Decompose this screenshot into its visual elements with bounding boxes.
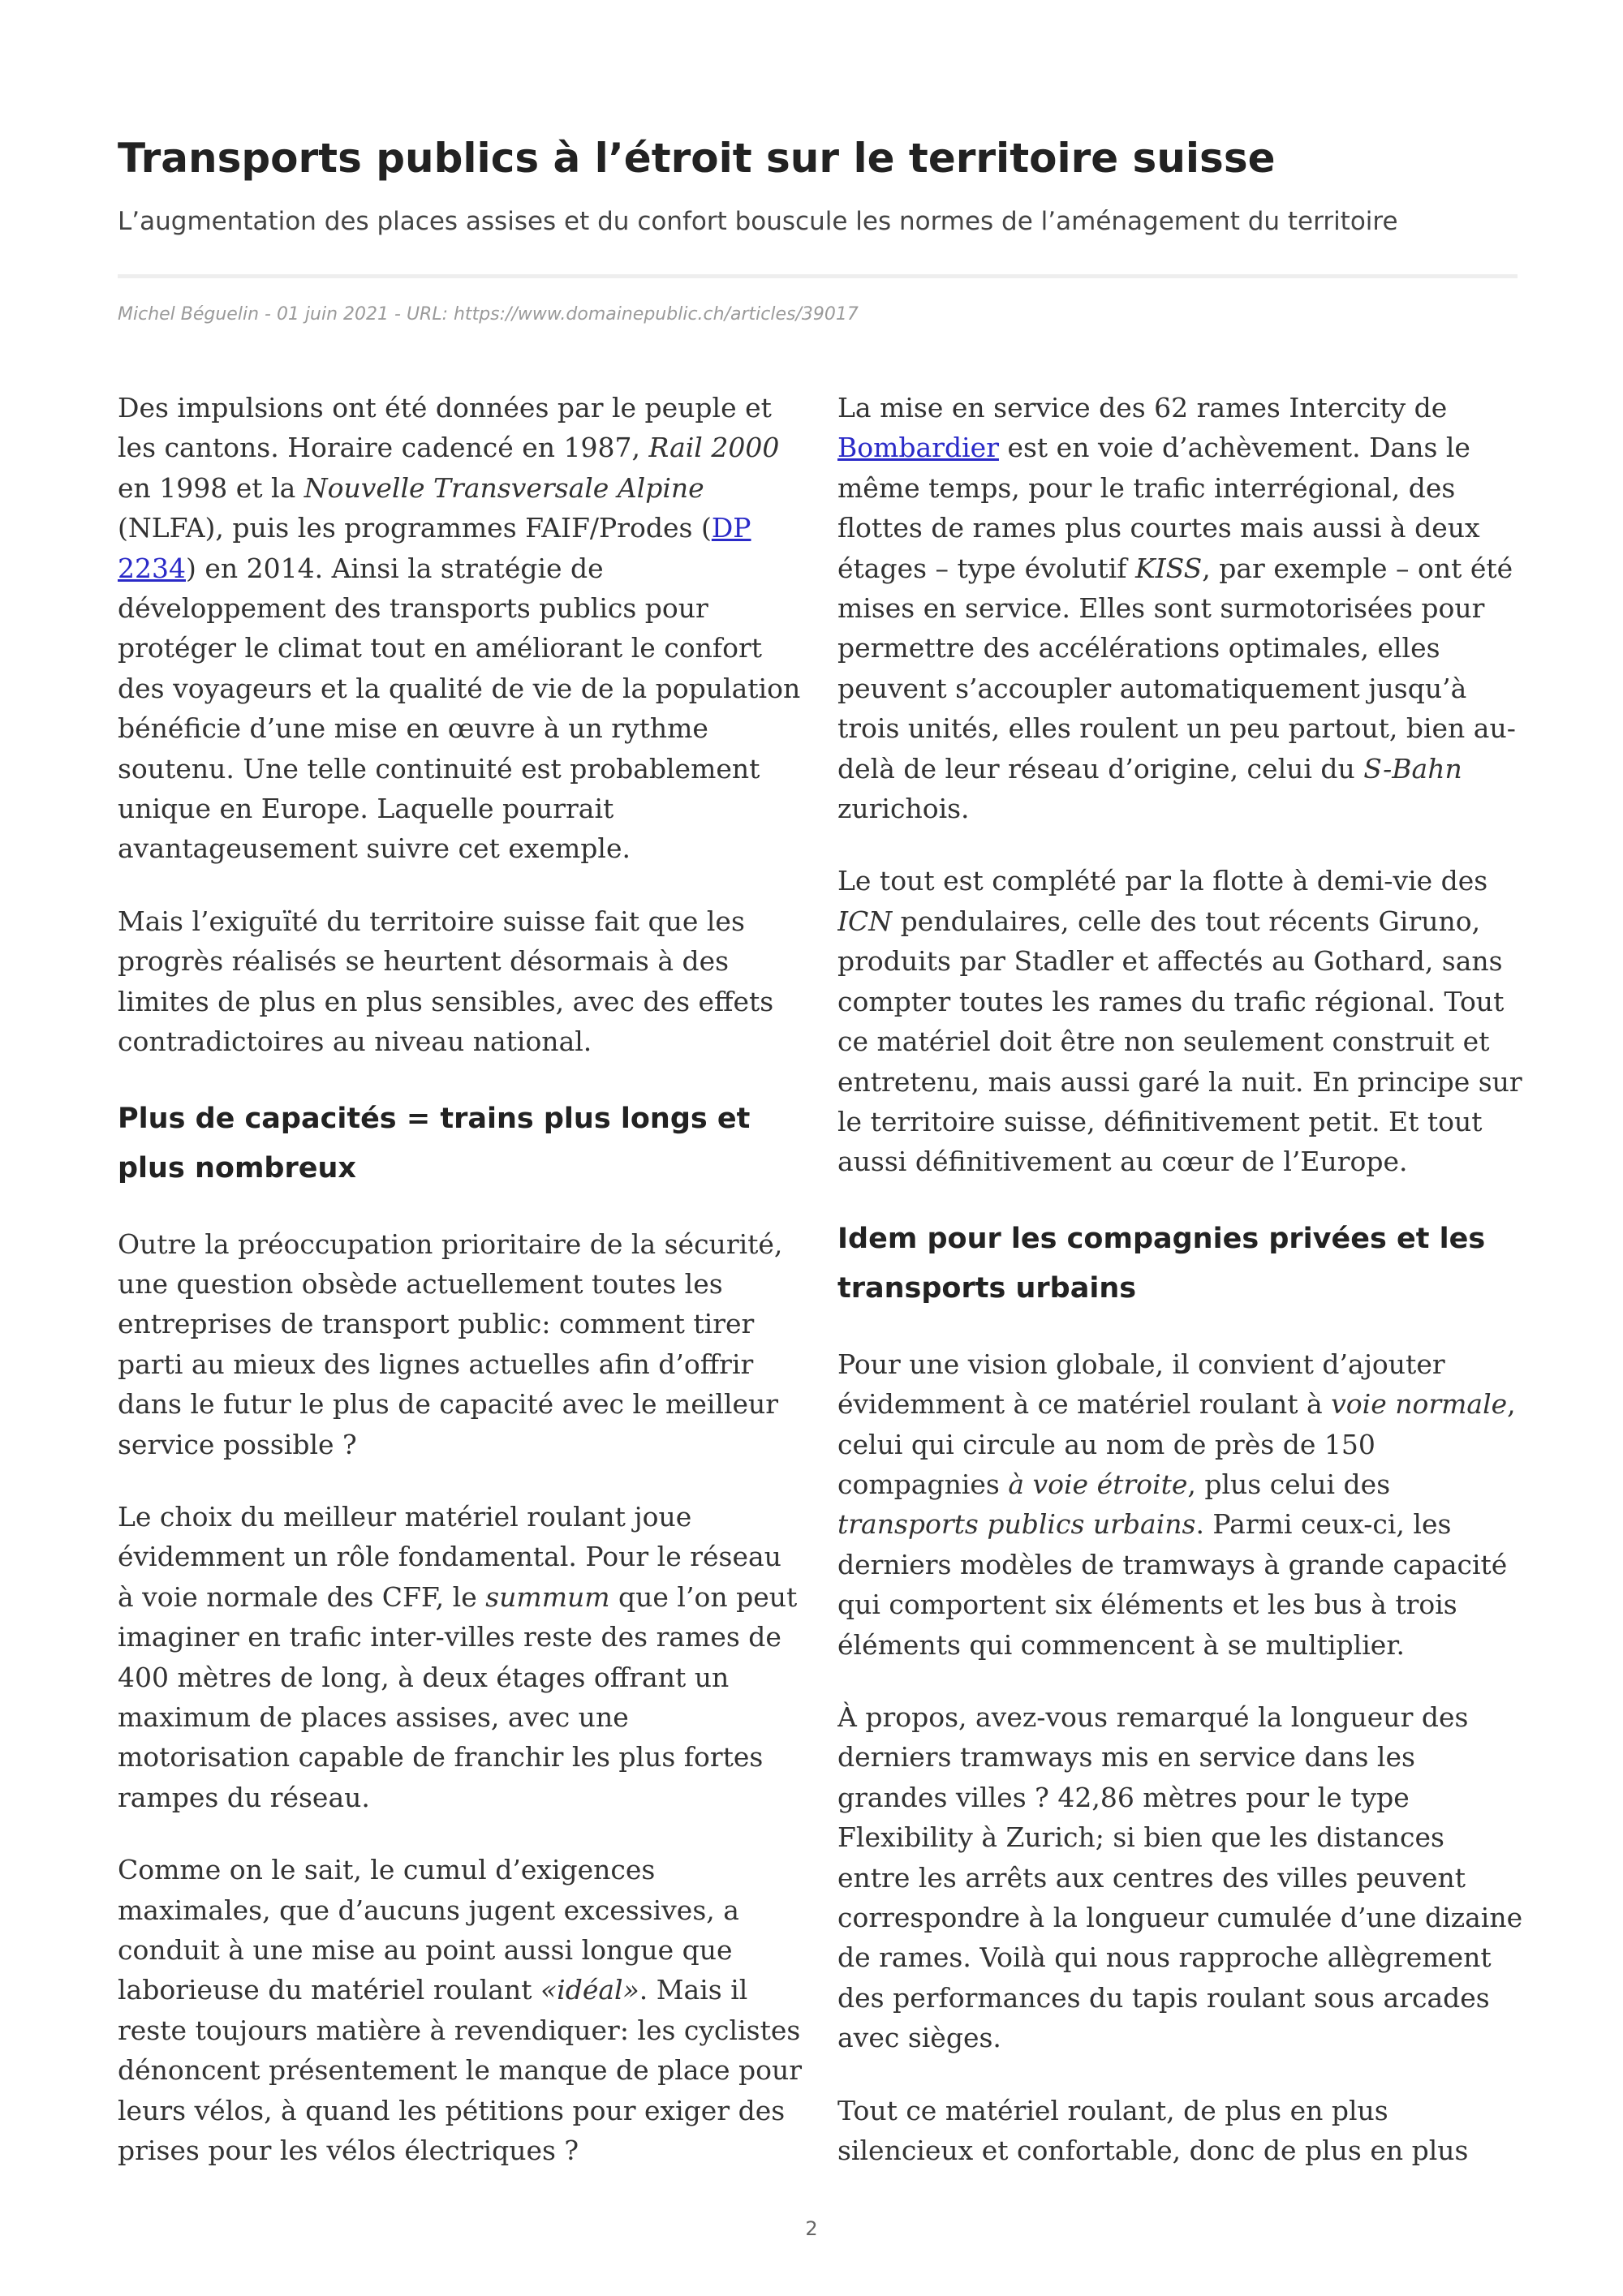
right-column xyxy=(837,388,1523,2189)
article-title: Transports publics à l’étroit sur le territoire suisse xyxy=(118,135,1276,182)
article-subtitle: L’augmentation des places assises et du confort bouscule les normes de l’aménagement du territoire xyxy=(118,207,1398,236)
article-meta: Michel Béguelin - 01 juin 2021 - URL: https://www.domainepublic.ch/articles/39017 xyxy=(118,304,859,325)
bombardier-link[interactable]: Bombardier xyxy=(837,432,999,464)
paragraph: Des impulsions ont été données par le peuple et les cantons. Horaire cadencé en 1987, Rail 2000 en 1998 et la Nouvelle Transversale Alpine (NLFA), puis les programmes FAIF/Prodes (DP 2234) en 2014. Ainsi la stratégie de développement des transports publics pour protéger le climat tout en améliorant le confort des voyageurs et la qualité de vie de la population bénéficie d’une mise en œuvre à un rythme soutenu. Une telle continuité est probablement unique en Europe. Laquelle pourrait avantageusement suivre cet exemple. xyxy=(118,392,801,865)
paragraph: La mise en service des 62 rames Intercity de Bombardier est en voie d’achèvement. Dans le même temps, pour le trafic interrégional, des flottes de rames plus courtes mais aussi à deux étages – type évolutif KISS, par exemple – ont été mises en service. Elles sont surmotorisées pour permettre des accélérations optimales, elles peuvent s’accoupler automatiquement jusqu’à trois unités, elles roulent un peu partout, bien au-delà de leur réseau d’origine, celui du S-Bahn zurichois. xyxy=(837,392,1516,825)
paragraph: Comme on le sait, le cumul d’exigences maximales, que d’aucuns jugent excessives, a conduit à une mise au point aussi longue que laborieuse du matériel roulant «idéal». Mais il reste toujours matière à revendiquer: les cyclistes dénoncent présentement le manque de place pour leurs vélos, à quand les pétitions pour exiger des prises pour les vélos électriques ? xyxy=(118,1854,803,2167)
paragraph: Mais l’exiguïté du territoire suisse fait que les progrès réalisés se heurtent désormais à des limites de plus en plus sensibles, avec des effets contradictoires au niveau national. xyxy=(118,905,774,1058)
paragraph: Le choix du meilleur matériel roulant joue évidemment un rôle fondamental. Pour le réseau à voie normale des CFF, le summum que l’on peut imaginer en trafic inter-villes reste des rames de 400 mètres de long, à deux étages offrant un maximum de places assises, avec une motorisation capable de franchir les plus fortes rampes du réseau. xyxy=(118,1500,798,1813)
left-column xyxy=(118,388,803,2189)
paragraph: À propos, avez-vous remarqué la longueur des derniers tramways mis en service dans les grandes villes ? 42,86 mètres pour le type Flexibility à Zurich; si bien que les distances entre les arrêts aux centres des villes peuvent correspondre à la longueur cumulée d’une dizaine de rames. Voilà qui nous rapproche allègrement des performances du tapis roulant sous arcades avec sièges. xyxy=(837,1701,1523,2054)
section-heading: Idem pour les compagnies privées et les transports urbains xyxy=(837,1222,1486,1305)
paragraph: Tout ce matériel roulant, de plus en plus silencieux et confortable, donc de plus en plus xyxy=(837,2094,1469,2167)
dp-2234-link[interactable]: DP 2234 xyxy=(118,512,751,584)
paragraph: Outre la préoccupation prioritaire de la sécurité, une question obsède actuellement toutes les entreprises de transport public: comment tirer parti au mieux des lignes actuelles afin d’offrir dans le futur le plus de capacité avec le meilleur service possible ? xyxy=(118,1228,783,1460)
paragraph: Pour une vision globale, il convient d’ajouter évidemment à ce matériel roulant à voie normale, celui qui circule au nom de près de 150 compagnies à voie étroite, plus celui des transports publics urbains. Parmi ceux-ci, les derniers modèles de tramways à grande capacité qui comportent six éléments et les bus à trois éléments qui commencent à se multiplier. xyxy=(837,1348,1516,1661)
header-divider xyxy=(118,274,1518,278)
page-number: 2 xyxy=(805,2217,818,2240)
section-heading: Plus de capacités = trains plus longs et plus nombreux xyxy=(118,1102,751,1185)
paragraph: Le tout est complété par la flotte à demi-vie des ICN pendulaires, celle des tout récents Giruno, produits par Stadler et affectés au Gothard, sans compter toutes les rames du trafic régional. Tout ce matériel doit être non seulement construit et entretenu, mais aussi garé la nuit. En principe sur le territoire suisse, définitivement petit. Et tout aussi définitivement au cœur de l’Europe. xyxy=(837,865,1522,1178)
